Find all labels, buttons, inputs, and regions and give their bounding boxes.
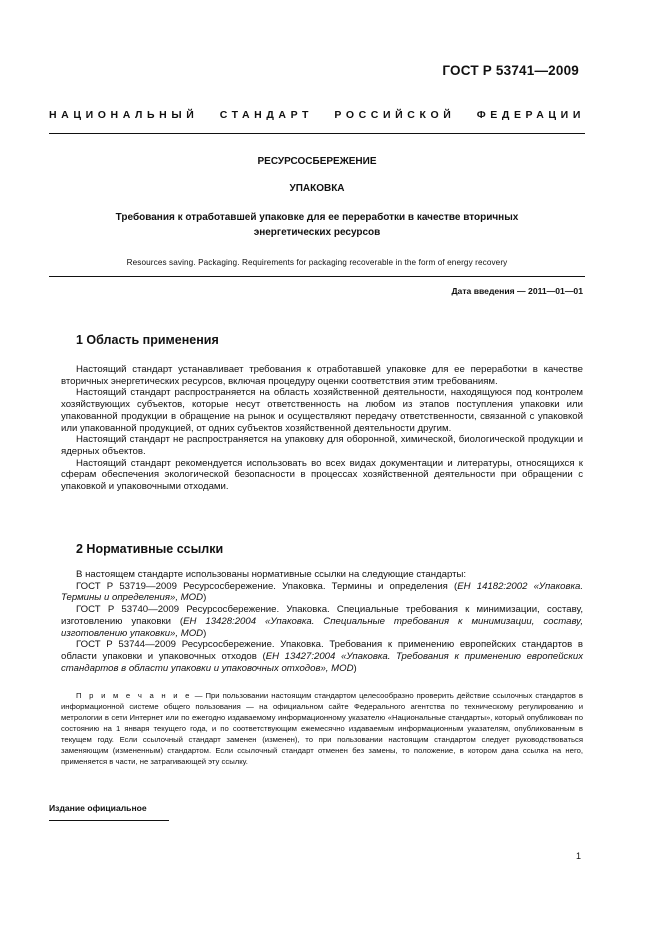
reference-item <box>61 581 583 604</box>
reference-item <box>61 604 583 639</box>
document-code: ГОСТ Р 53741—2009 <box>442 63 579 78</box>
reference-tail: ) <box>203 592 207 604</box>
reference-tail: ) <box>203 627 207 639</box>
header-divider <box>49 133 585 134</box>
banner-word: РОССИЙСКОЙ <box>334 109 456 121</box>
reference-text: ГОСТ Р 53744—2009 Ресурсосбережение. Упаковка. Требования к применению европейских стандартов в области упаковки и упаковочных отходов ( <box>61 639 583 662</box>
paragraph: Настоящий стандарт устанавливает требования к отработавшей упаковке для ее переработки в качестве вторичных энергетических ресурсов, включая процедуру оценки соответствия этим требованиям. <box>61 364 583 387</box>
reference-source: ЕН 13427:2004 «Упаковка. Требования к применению европейских стандартов в области упаковки и упаковочных отходов», MOD <box>61 650 583 674</box>
reference-source: ЕН 14182:2002 «Упаковка. Термины и определения», MOD <box>61 580 583 604</box>
banner-word: СТАНДАРТ <box>219 109 314 121</box>
section-1-body <box>61 364 583 493</box>
section-1-heading: 1 Область применения <box>76 333 219 347</box>
banner-word: НАЦИОНАЛЬНЫЙ <box>49 109 199 121</box>
page-number: 1 <box>575 851 581 861</box>
reference-item <box>61 639 583 674</box>
national-standard-banner <box>49 109 585 121</box>
footer-divider <box>49 820 169 821</box>
banner-word: ФЕДЕРАЦИИ <box>476 109 585 121</box>
title-divider <box>49 276 585 277</box>
title-line-2: УПАКОВКА <box>289 183 345 194</box>
paragraph: Настоящий стандарт не распространяется на упаковку для оборонной, химической, биологической продукции и ядерных объектов. <box>61 434 583 457</box>
reference-tail: ) <box>353 662 357 674</box>
note-block <box>61 690 583 767</box>
english-title: Resources saving. Packaging. Requirements for packaging recoverable in the form of energy recovery <box>126 258 508 267</box>
title-line-3: Требования к отработавшей упаковке для ее переработки в качестве вторичных энергетических ресурсов <box>115 212 519 238</box>
paragraph: Настоящий стандарт распространяется на область хозяйственной деятельности, находящуюся под контролем хозяйствующих субъектов, которые несут ответственность на любом из этапов поступления упаковки или упакованной продукции в обращение на рынок и осуществляют передачу ответственности, связанной с упаковкой или упакованной продукцией, от одних субъектов хозяйственной деятельности другим. <box>61 387 583 434</box>
section-2-body <box>61 569 583 674</box>
reference-text: ГОСТ Р 53719—2009 Ресурсосбережение. Упаковка. Термины и определения ( <box>76 580 458 592</box>
official-edition-label: Издание официальное <box>49 803 147 813</box>
section-2-heading: 2 Нормативные ссылки <box>76 542 224 556</box>
paragraph: Настоящий стандарт рекомендуется использовать во всех видах документации и литературы, относящихся к сферам обеспечения экологической безопасности в процессах хозяйственной деятельности при обращении с упаковкой и упаковочными отходами. <box>61 457 583 493</box>
paragraph: В настоящем стандарте использованы нормативные ссылки на следующие стандарты: <box>76 569 467 580</box>
introduction-date: Дата введения — 2011—01—01 <box>451 286 583 296</box>
title-line-1: РЕСУРСОСБЕРЕЖЕНИЕ <box>257 156 377 167</box>
note-label: П р и м е ч а н и е <box>76 691 192 700</box>
reference-text: ГОСТ Р 53740—2009 Ресурсосбережение. Упаковка. Специальные требования к минимизации, составу, изготовлению упаковки ( <box>61 604 583 627</box>
note-text: — При пользовании настоящим стандартом целесообразно проверить действие ссылочных стандартов в информационной системе общего пользования — на официальном сайте Федерального агентства по техническому регулированию и метрологии в сети Интернет или по ежегодно издаваемому информационному указателю «Национальные стандарты», который опубликован по состоянию на 1 января текущего года, и по соответствующим ежемесячно издаваемым информационным указателям, опубликованным в текущем году. Если ссылочный стандарт заменен (изменен), то при пользовании настоящим стандартом следует руководствоваться заменяющим (измененным) стандартом. Если ссылочный стандарт отменен без замены, то положение, в котором дана ссылка на него, применяется в части, не затрагивающей эту ссылку. <box>61 691 583 766</box>
reference-source: ЕН 13428:2004 «Упаковка. Специальные требования к минимизации, составу, изготовлению упаковки», MOD <box>61 615 583 639</box>
